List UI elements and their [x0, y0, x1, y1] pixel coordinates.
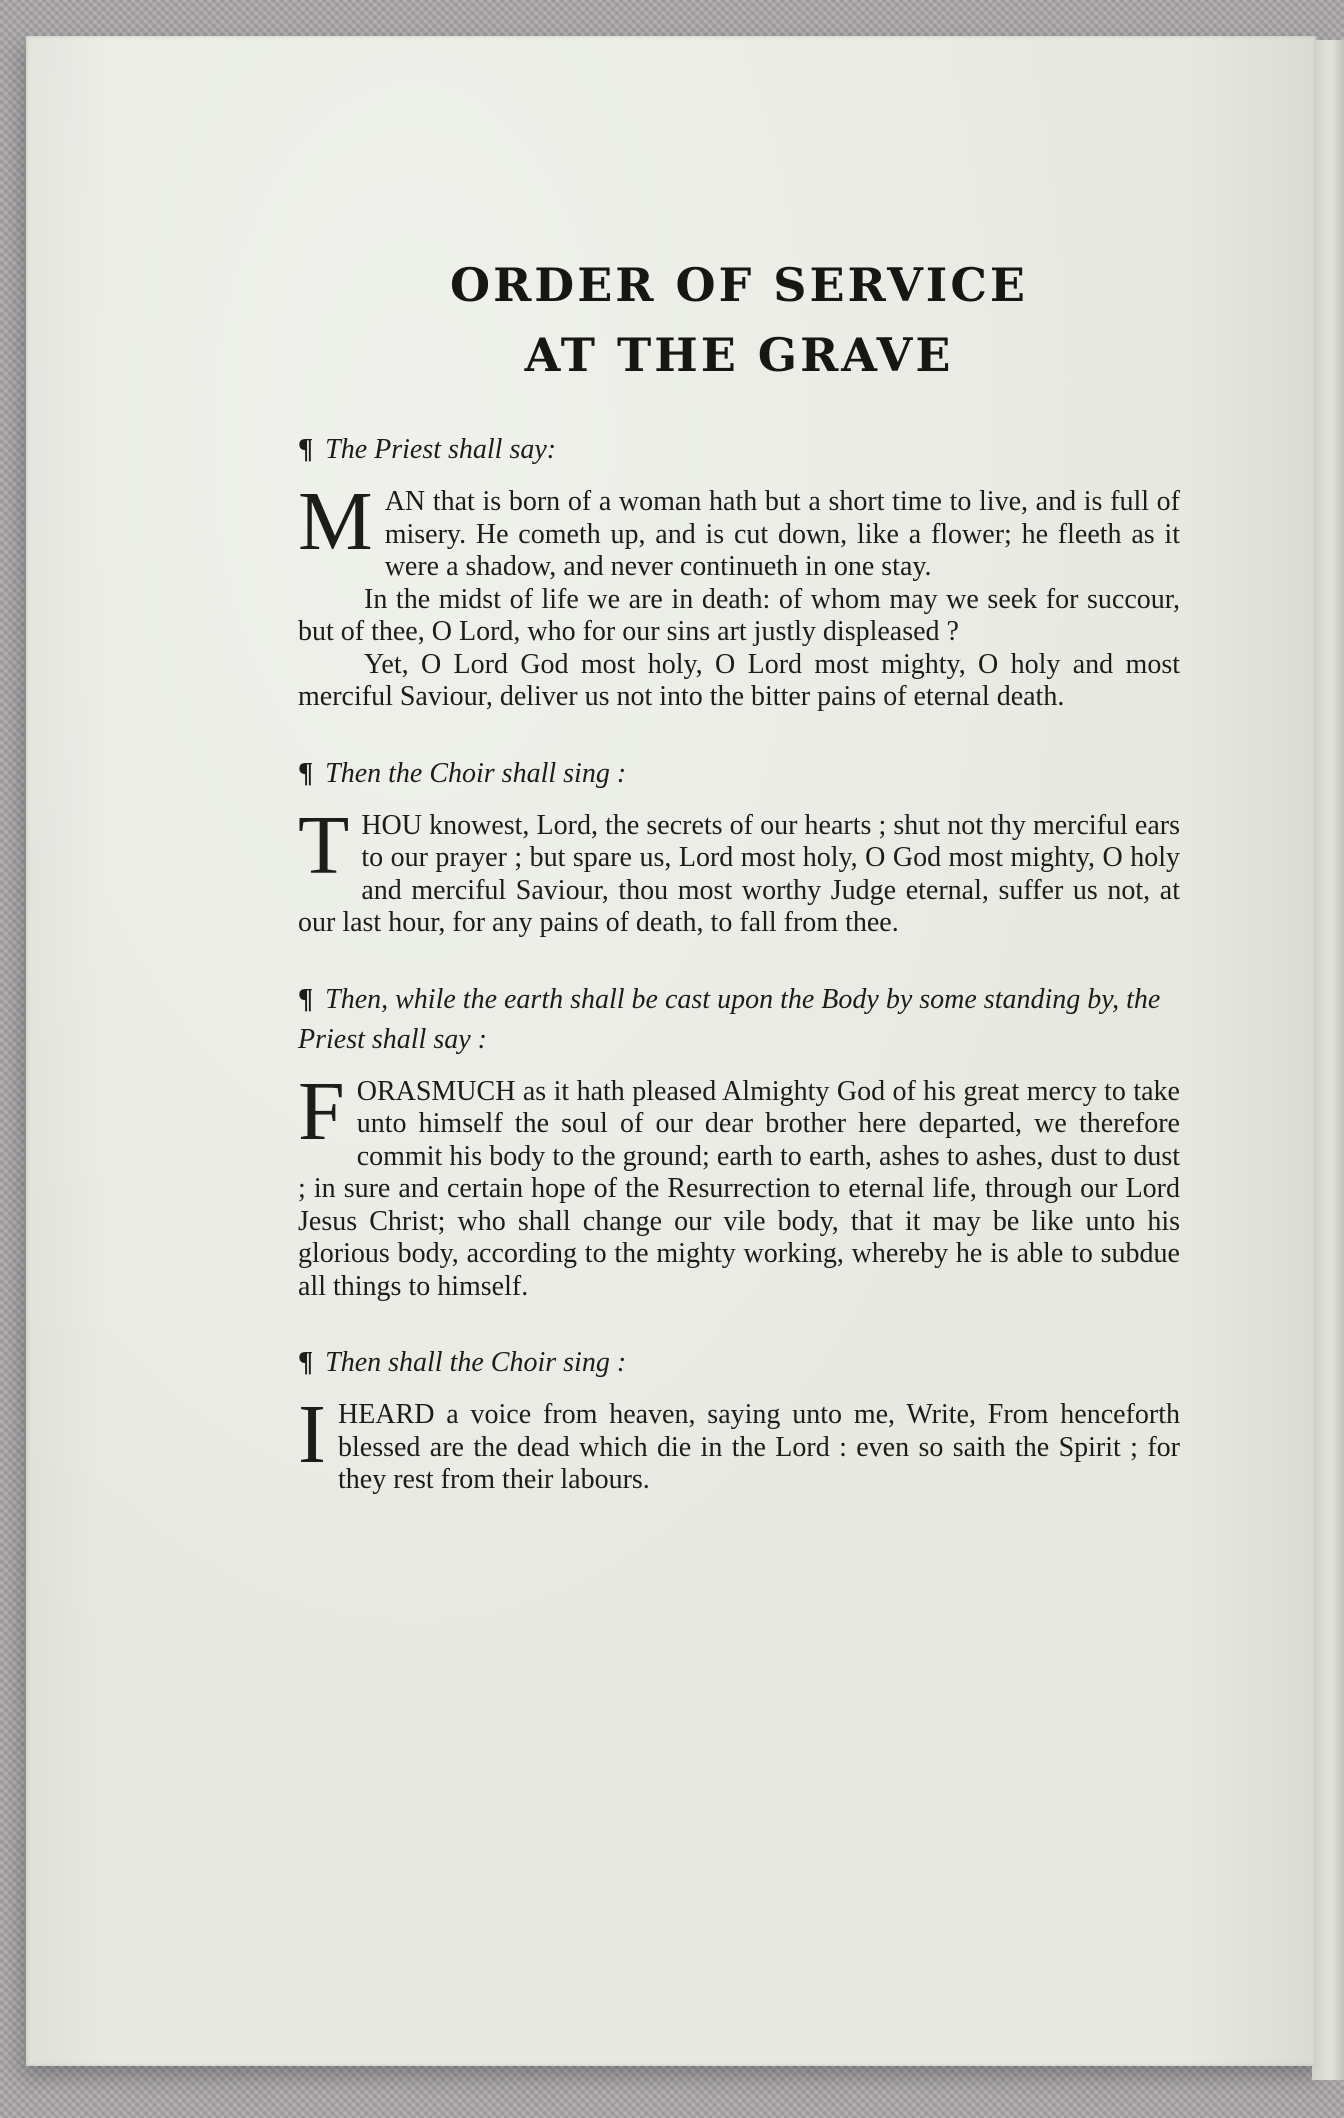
page-content	[298, 250, 1180, 1537]
paragraph	[298, 1064, 1180, 1304]
lead-caps: ORASMUCH	[356, 1075, 516, 1107]
drop-cap: F	[298, 1064, 345, 1158]
paragraph	[298, 475, 1180, 584]
paragraph-text: a voice from heaven, saying unto me, Write, From henceforth blessed are the dead which die in the Lord : even so saith the Spirit ; for they rest from their labours.	[337, 1399, 1180, 1495]
lead-caps: AN	[384, 486, 426, 517]
rubric	[298, 754, 1180, 794]
rubric-text: Then, while the earth shall be cast upon the Body by some standing by, the Priest shall say :	[298, 983, 1161, 1055]
paragraph-text: as it hath pleased Almighty God of his great mercy to take unto himself the soul of our dear brother here departed, we therefore commit his body to the ground; earth to earth, ashes to ashes, dust to dust ; in sure and certain hope of the Resurrection to eternal life, through our Lord Jesus Christ; who shall change our vile body, that it may be like unto his glorious body, according to the mighty working, whereby he is able to subdue all things to himself.	[298, 1075, 1180, 1302]
lead-caps: HEARD	[337, 1399, 435, 1430]
pilcrow-icon: ¶	[298, 983, 314, 1015]
title-line-1: ORDER OF SERVICE	[450, 258, 1028, 312]
rubric-text: Then shall the Choir sing :	[325, 1347, 627, 1378]
paragraph: Yet, O Lord God most holy, O Lord most mighty, O holy and most merciful Saviour, deliver us not into the bitter pains of eternal death.	[298, 648, 1180, 712]
paragraph	[298, 798, 1180, 940]
drop-cap: T	[298, 798, 350, 892]
pilcrow-icon: ¶	[298, 434, 314, 465]
pilcrow-icon: ¶	[298, 1347, 314, 1378]
paragraph-text: knowest, Lord, the secrets of our hearts ; shut not thy merciful ears to our prayer ; but spare us, Lord most holy, O God most mighty, O holy and merciful Saviour, thou most worthy Judge eternal, suffer us not, at our last hour, for any pains of death, to fall from thee.	[298, 809, 1180, 938]
title-line-2: AT THE GRAVE	[524, 328, 954, 382]
rubric	[298, 430, 1180, 470]
next-page-edge	[1312, 40, 1344, 2080]
section-priest-say	[298, 430, 1180, 714]
lead-caps: HOU	[361, 809, 422, 841]
section-choir-sing-final	[298, 1343, 1180, 1497]
paragraph	[298, 1388, 1180, 1497]
pilcrow-icon: ¶	[298, 757, 314, 789]
rubric-text: The Priest shall say:	[325, 434, 557, 465]
rubric	[298, 980, 1180, 1060]
section-choir-sing	[298, 754, 1180, 940]
drop-cap: I	[298, 1388, 326, 1481]
paragraph-text: that is born of a woman hath but a short time to live, and is full of misery. He cometh up, and is cut down, like a flower; he fleeth as it were a shadow, and never continueth in one stay.	[384, 486, 1180, 582]
paragraph: In the midst of life we are in death: of whom may we seek for succour, but of thee, O Lord, who for our sins art justly displeased ?	[298, 583, 1180, 647]
drop-cap: M	[298, 475, 373, 568]
page-title	[298, 250, 1180, 390]
section-committal	[298, 980, 1180, 1304]
rubric	[298, 1343, 1180, 1383]
rubric-text: Then the Choir shall sing :	[325, 757, 627, 789]
